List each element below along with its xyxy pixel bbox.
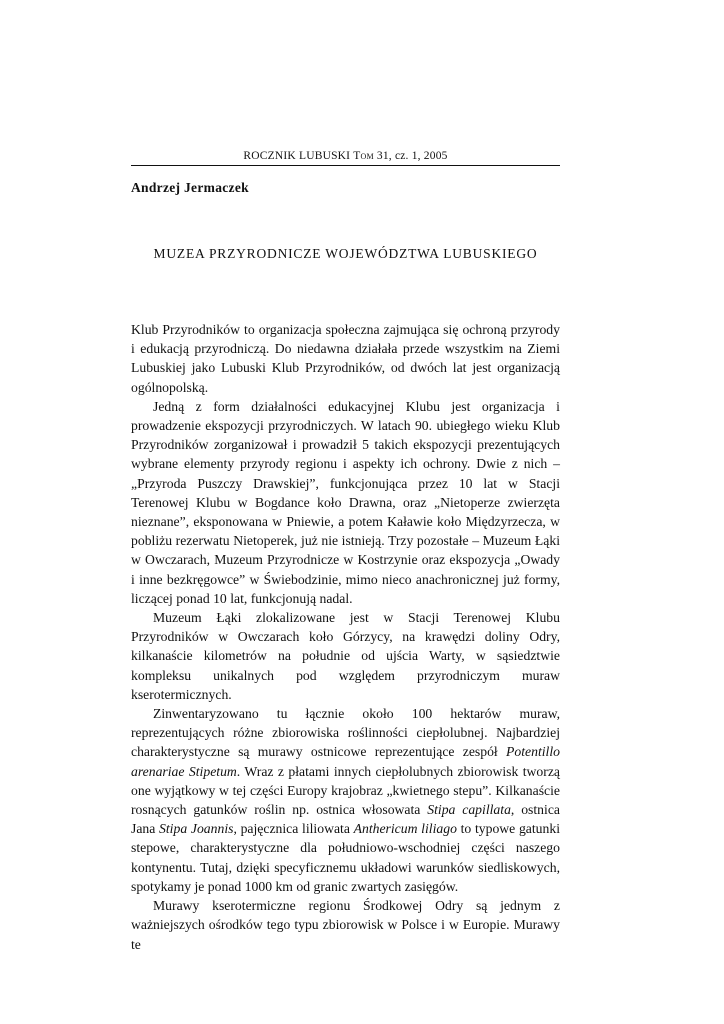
text-run: , ostnica Jana — [131, 802, 560, 837]
paragraph-3: Muzeum Łąki zlokalizowane jest w Stacji Terenowej Klubu Przyrodników w Owczarach koło Górzycy, na krawędzi doliny Odry, kilkanaście kilometrów na południe od ujścia Warty, w sąsiedztwie kompleksu unikalnych pod względem przyrodniczym muraw kserotermicznych. — [131, 610, 560, 702]
latin-name: Stipa Joannis — [159, 821, 234, 837]
paragraph-4 — [131, 704, 560, 896]
paragraph-5: Murawy kserotermiczne regionu Środkowej Odry są jednym z ważniejszych ośrodków tego typu zbiorowisk w Polsce i w Europie. Murawy te — [131, 898, 560, 952]
text-run: . Wraz z płatami innych ciepłolubnych zbiorowisk tworzą one wyjątkowy w tej części Europy krajobraz „kwietnego stepu”. Kilkanaście rosnących gatunków roślin np. ostnica włosowata — [131, 763, 560, 818]
text-run: Zinwentaryzowano tu łącznie około 100 hektarów muraw, reprezentujących różne zbiorowiska roślinności ciepłolubnej. Najbardziej charakterystyczne są murawy ostnicowe reprezentujące zespół — [131, 706, 560, 760]
author-name: Andrzej Jermaczek — [131, 180, 249, 195]
page-header-block — [131, 150, 560, 262]
latin-name: Stipa capillata — [427, 802, 511, 818]
latin-name: Anthericum liliago — [353, 821, 457, 837]
latin-name: Potentillo arenariae Stipetum — [131, 744, 560, 779]
volume-info: 31, cz. 1, 2005 — [376, 150, 448, 162]
paragraph-1: Klub Przyrodników to organizacja społeczna zajmująca się ochroną przyrody i edukacją przyrodniczą. Do niedawna działała przede wszystkim na Ziemi Lubuskiej jako Lubuski Klub Przyrodników, od dwóch lat jest organizacją ogólnopolską. — [131, 322, 560, 395]
text-run: , pajęcznica liliowata — [233, 821, 354, 837]
running-header — [131, 150, 560, 166]
journal-name: ROCZNIK LUBUSKI — [243, 150, 351, 162]
text-run: to typowe gatunki stepowe, charakterystyczne dla południowo-wschodniej części naszego kontynentu. Tutaj, dzięki specyficznemu układowi warunków siedliskowych, spotykamy je ponad 1000 km od granic zwartych zasięgów. — [131, 821, 561, 894]
article-body — [131, 320, 560, 954]
volume-label: Tom — [353, 150, 374, 162]
article-title: MUZEA PRZYRODNICZE WOJEWÓDZTWA LUBUSKIEGO — [153, 246, 538, 261]
paragraph-2: Jedną z form działalności edukacyjnej Klubu jest organizacja i prowadzenie ekspozycji przyrodniczych. W latach 90. ubiegłego wieku Klub Przyrodników zorganizował i prowadził 5 takich ekspozycji prezentujących wybrane elementy przyrody regionu i aspekty ich ochrony. Dwie z nich – „Przyroda Puszczy Drawskiej”, funkcjonująca przez 10 lat w Stacji Terenowej Klubu w Bogdance koło Drawna, oraz „Nietoperze zwierzęta nieznane”, eksponowana w Pniewie, a potem Kaławie koło Międzyrzecza, w pobliżu rezerwatu Nietoperek, już nie istnieją. Trzy pozostałe – Muzeum Łąki w Owczarach, Muzeum Przyrodnicze w Kostrzynie oraz ekspozycja „Owady i inne bezkręgowce” w Świebodzinie, mimo nieco anachronicznej już formy, liczącej ponad 10 lat, funkcjonują nadal. — [131, 398, 560, 606]
